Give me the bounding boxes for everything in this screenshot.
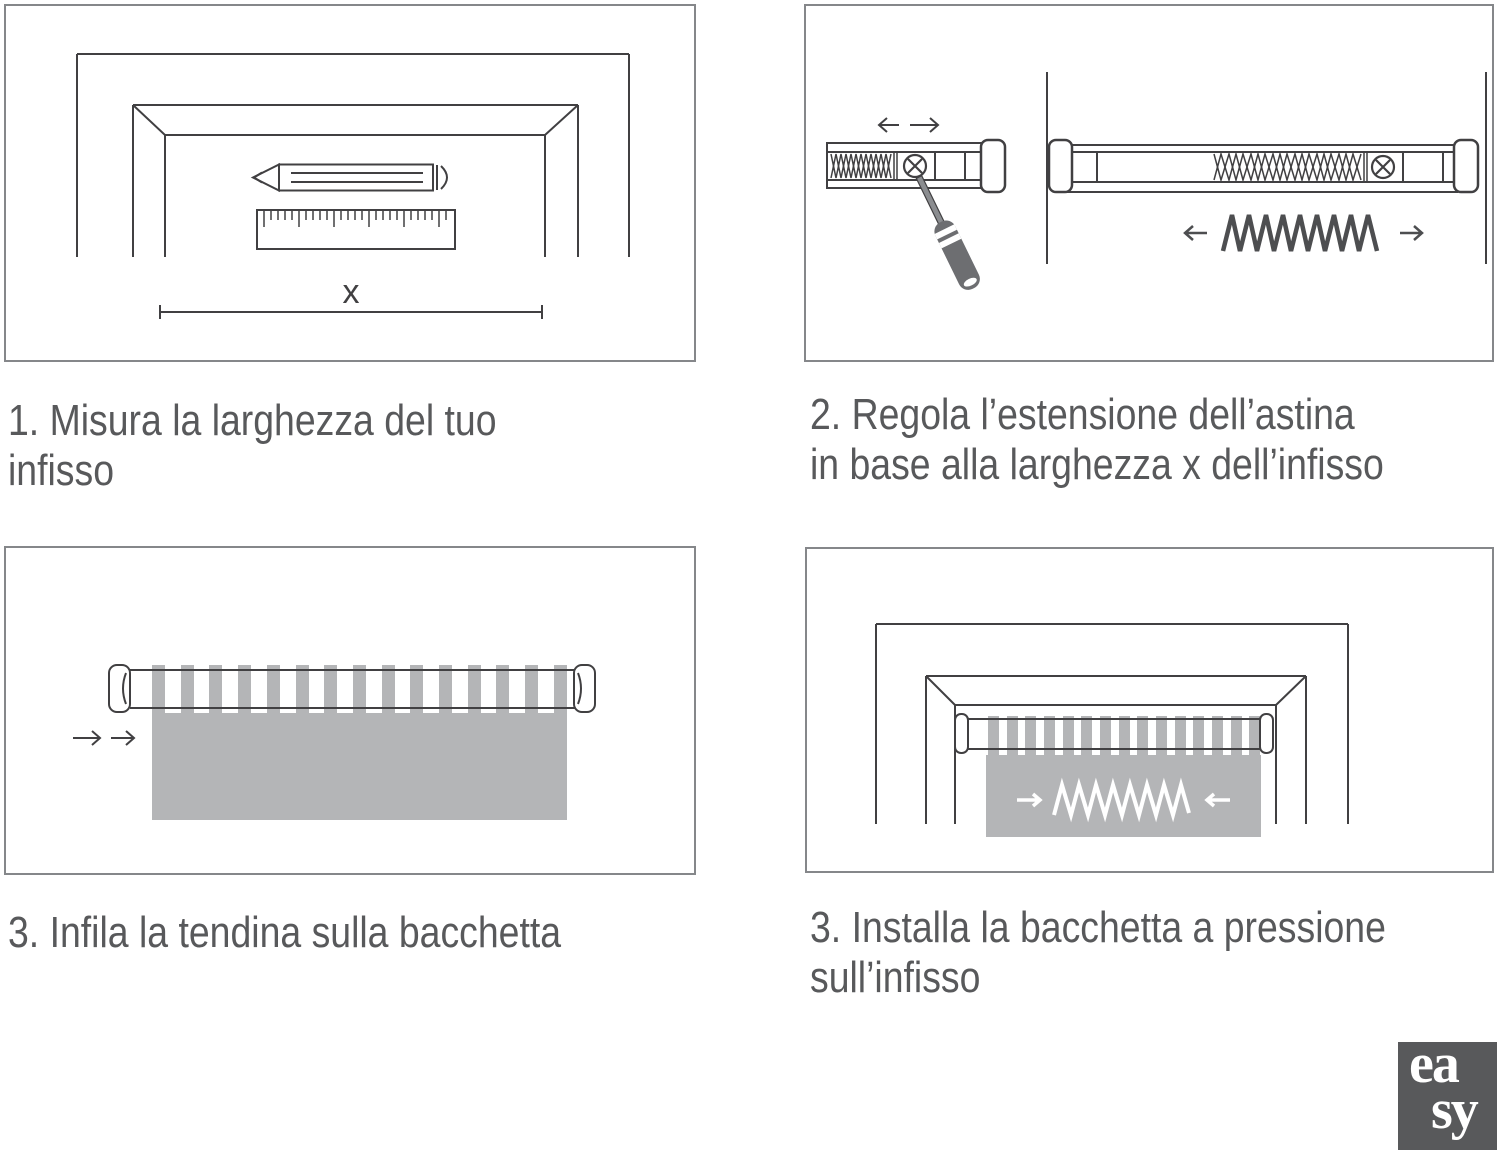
caption-line: in base alla larghezza x dell’infisso — [810, 440, 1384, 489]
ruler-icon — [257, 210, 455, 249]
tension-rod — [955, 714, 1273, 753]
step-3-caption — [8, 908, 561, 958]
logo-text-line: sy — [1431, 1079, 1477, 1141]
caption-line: 3. Infila la tendina sulla bacchetta — [8, 908, 562, 957]
caption-line: 1. Misura la larghezza del tuo — [8, 396, 497, 445]
caption-line: 2. Regola l’estensione dell’astina — [810, 390, 1355, 439]
curtain-tabs — [988, 716, 1260, 757]
screwdriver-icon — [909, 172, 983, 293]
caption-line: 3. Installa la bacchetta a pressione — [810, 903, 1386, 952]
step-3-illustration — [4, 546, 696, 875]
curtain — [152, 713, 567, 820]
step-1-illustration — [4, 4, 696, 362]
width-dimension-label: x — [342, 273, 360, 311]
step-2-illustration — [804, 4, 1494, 361]
easy-logo — [1398, 1042, 1497, 1150]
tension-rod-short — [827, 140, 1005, 192]
curtain-tabs — [152, 665, 567, 718]
step-4-illustration — [805, 547, 1494, 873]
step-2-caption — [810, 390, 1384, 490]
extend-spring-icon — [1185, 215, 1422, 251]
step-1-caption — [8, 396, 497, 496]
caption-line: infisso — [8, 446, 115, 495]
pencil-icon — [253, 165, 447, 191]
tension-rod-long — [1049, 140, 1478, 192]
width-dimension — [160, 273, 542, 319]
curtain — [986, 755, 1261, 837]
logo-text-line: ea — [1409, 1042, 1458, 1095]
slide-arrows-icon — [73, 731, 134, 745]
adjust-arrows-icon — [879, 118, 938, 132]
caption-line: sull’infisso — [810, 953, 981, 1002]
step-4-caption — [810, 903, 1386, 1003]
